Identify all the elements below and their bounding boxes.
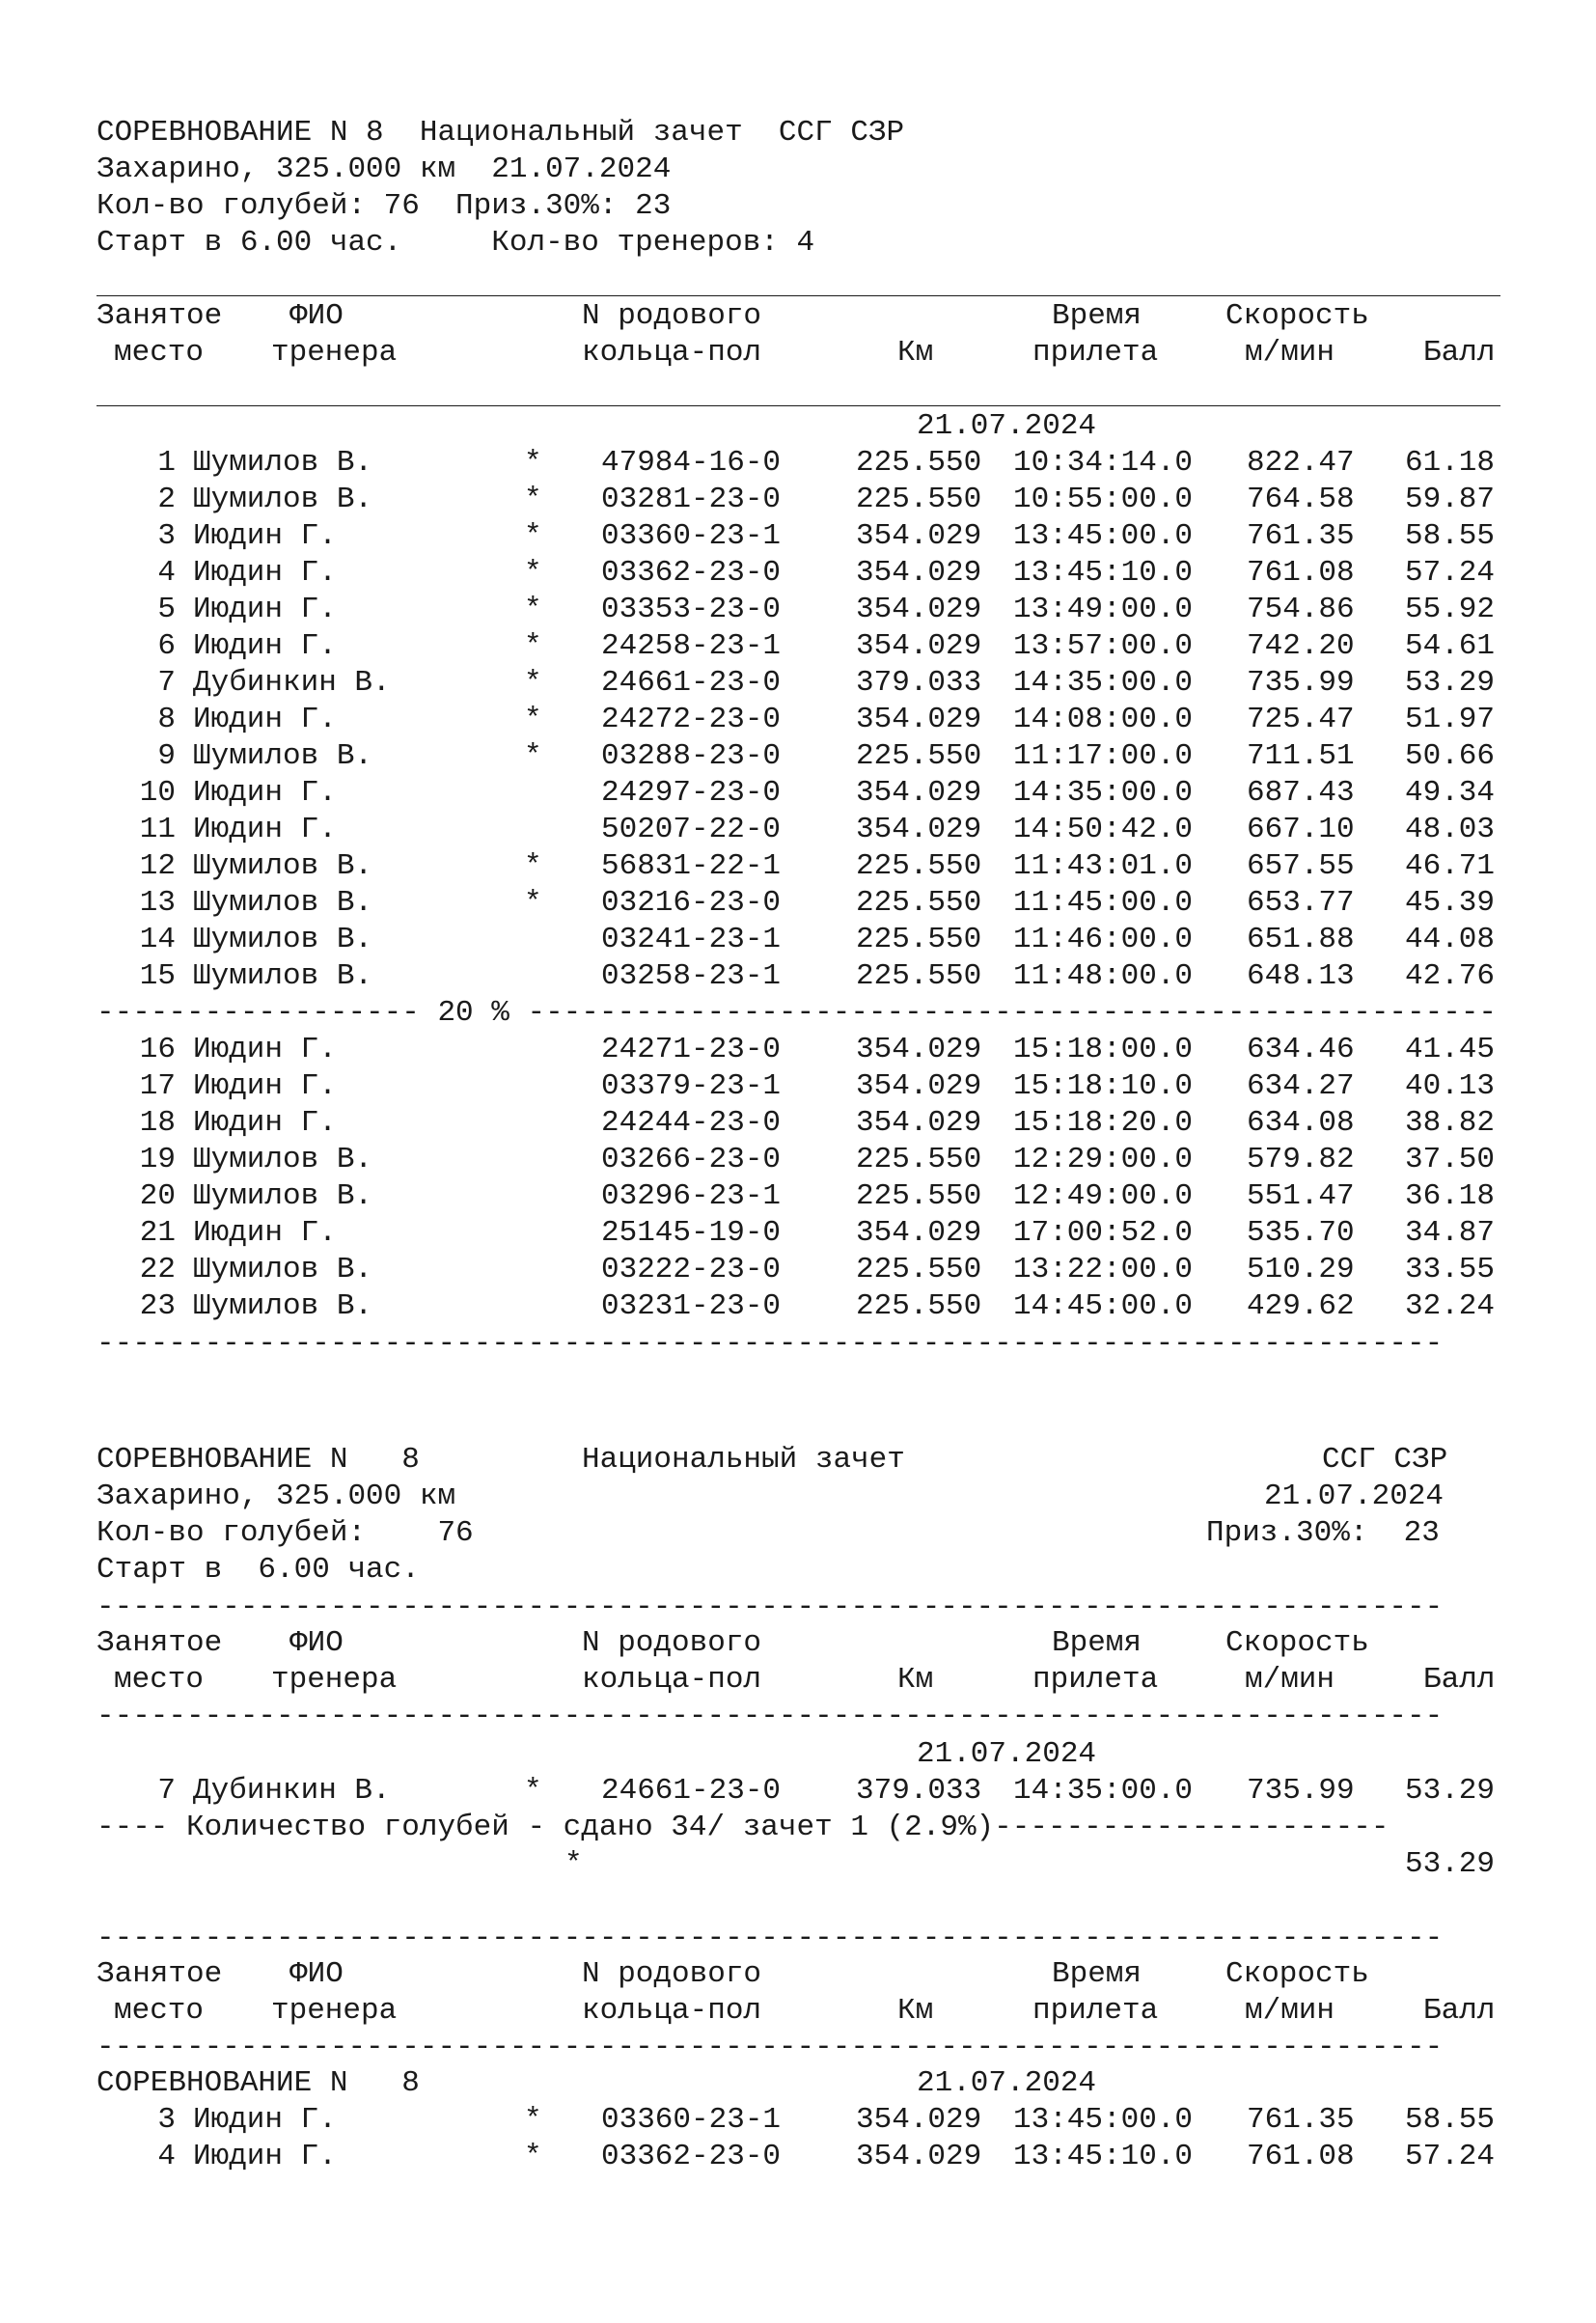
- cell-score: 59.87: [1405, 483, 1496, 516]
- cell-score: 44.08: [1405, 923, 1496, 956]
- report2-date: 21.07.2024: [1264, 1480, 1445, 1513]
- cell-time: 10:55:00.0: [1013, 483, 1194, 516]
- cell-km: 225.550: [856, 739, 982, 773]
- cell-name: Шумилов В.: [193, 1253, 373, 1286]
- cell-mark: *: [524, 2140, 542, 2173]
- cell-place: 11: [139, 813, 176, 846]
- cell-score: 53.29: [1405, 1774, 1496, 1808]
- cell-mark: *: [524, 629, 542, 663]
- cell-mark: *: [524, 519, 542, 553]
- cell-mark: *: [524, 886, 542, 920]
- cell-speed: 634.27: [1247, 1069, 1355, 1103]
- cell-speed: 648.13: [1247, 959, 1355, 993]
- cell-speed: 735.99: [1247, 666, 1355, 700]
- cell-name: Июдин Г.: [193, 519, 337, 553]
- cell-time: 15:18:10.0: [1013, 1069, 1194, 1103]
- table-row: [96, 482, 1505, 518]
- cell-speed: 535.70: [1247, 1216, 1355, 1250]
- cell-place: 6: [157, 629, 176, 663]
- report1-end-rule: ---------------------------------------------------------------------------: [96, 1327, 1444, 1361]
- cell-ring: 03296-23-1: [601, 1179, 782, 1213]
- cell-time: 13:57:00.0: [1013, 629, 1194, 663]
- cell-mark: *: [524, 483, 542, 516]
- cell-place: 18: [139, 1106, 176, 1140]
- cell-speed: 711.51: [1247, 739, 1355, 773]
- cell-name: Шумилов В.: [193, 959, 373, 993]
- col-ring-label-2: кольца-пол: [582, 1663, 762, 1697]
- cell-place: 4: [157, 2140, 176, 2173]
- cell-ring: 24661-23-0: [601, 1774, 782, 1808]
- col-ring-label: N родового: [582, 1626, 762, 1660]
- cell-ring: 03362-23-0: [601, 556, 782, 590]
- col-name-label-2: тренера: [271, 336, 398, 370]
- report3-dash-rule-2: ---------------------------------------------------------------------------: [96, 2031, 1444, 2064]
- col-name-label: ФИО: [289, 1626, 344, 1660]
- cell-name: Июдин Г.: [193, 813, 337, 846]
- cell-time: 11:46:00.0: [1013, 923, 1194, 956]
- cell-speed: 725.47: [1247, 703, 1355, 736]
- cell-ring: 03241-23-1: [601, 923, 782, 956]
- cell-km: 354.029: [856, 629, 982, 663]
- col-ring-label-2: кольца-пол: [582, 1994, 762, 2028]
- cell-ring: 24272-23-0: [601, 703, 782, 736]
- cell-ring: 03379-23-1: [601, 1069, 782, 1103]
- report3-title: СОРЕВНОВАНИЕ N 8: [96, 2066, 420, 2100]
- report2-location: Захарино, 325.000 км: [96, 1480, 456, 1513]
- col-place-label: Занятое: [96, 299, 223, 333]
- cell-mark: *: [524, 2103, 542, 2137]
- cell-ring: 24258-23-1: [601, 629, 782, 663]
- report1-columns-rule: [96, 405, 1500, 406]
- report2-dash-rule-2: ---------------------------------------------------------------------------: [96, 1700, 1444, 1733]
- report1-birds-count: Кол-во голубей: 76 Приз.30%: 23: [96, 189, 672, 223]
- cell-score: 34.87: [1405, 1216, 1496, 1250]
- cell-score: 58.55: [1405, 519, 1496, 553]
- cell-place: 23: [139, 1289, 176, 1323]
- report1-date-row: 21.07.2024: [917, 409, 1097, 443]
- cell-name: Дубинкин В.: [193, 666, 391, 700]
- cell-time: 13:45:00.0: [1013, 2103, 1194, 2137]
- table-row: [96, 1105, 1505, 1142]
- cell-km: 354.029: [856, 2140, 982, 2173]
- cell-km: 225.550: [856, 923, 982, 956]
- cell-km: 354.029: [856, 593, 982, 626]
- cell-name: Июдин Г.: [193, 2140, 337, 2173]
- cell-speed: 761.35: [1247, 519, 1355, 553]
- cell-place: 16: [139, 1033, 176, 1066]
- cell-name: Июдин Г.: [193, 776, 337, 810]
- col-place-label-2: место: [114, 336, 205, 370]
- cell-score: 38.82: [1405, 1106, 1496, 1140]
- cell-name: Шумилов В.: [193, 1143, 373, 1176]
- cell-km: 225.550: [856, 849, 982, 883]
- cell-mark: *: [524, 1774, 542, 1808]
- table-row: [96, 1215, 1505, 1252]
- cell-name: Шумилов В.: [193, 849, 373, 883]
- cell-mark: *: [524, 739, 542, 773]
- cell-km: 379.033: [856, 666, 982, 700]
- cell-place: 7: [157, 666, 176, 700]
- cell-ring: 03231-23-0: [601, 1289, 782, 1323]
- report3-dash-rule-1: ---------------------------------------------------------------------------: [96, 1922, 1444, 1955]
- report2-start: Старт в 6.00 час.: [96, 1553, 420, 1587]
- cell-place: 14: [139, 923, 176, 956]
- cell-place: 20: [139, 1179, 176, 1213]
- cell-km: 354.029: [856, 1216, 982, 1250]
- table-row: [96, 738, 1505, 775]
- col-speed-label: Скорость: [1225, 1957, 1369, 1991]
- table-row: [96, 2139, 1505, 2175]
- cell-place: 2: [157, 483, 176, 516]
- col-place-label: Занятое: [96, 1957, 223, 1991]
- cell-ring: 56831-22-1: [601, 849, 782, 883]
- col-score-label: Балл: [1423, 1663, 1496, 1697]
- col-time-label-2: прилета: [1032, 336, 1159, 370]
- cell-time: 14:45:00.0: [1013, 1289, 1194, 1323]
- cell-score: 37.50: [1405, 1143, 1496, 1176]
- cell-score: 48.03: [1405, 813, 1496, 846]
- cell-mark: *: [524, 593, 542, 626]
- table-row: [96, 592, 1505, 628]
- cell-time: 14:35:00.0: [1013, 1774, 1194, 1808]
- cell-speed: 653.77: [1247, 886, 1355, 920]
- cell-place: 9: [157, 739, 176, 773]
- cell-name: Шумилов В.: [193, 1289, 373, 1323]
- cell-ring: 03360-23-1: [601, 519, 782, 553]
- report2-location-row: [96, 1479, 1505, 1515]
- cell-km: 354.029: [856, 519, 982, 553]
- cell-speed: 651.88: [1247, 923, 1355, 956]
- cell-score: 33.55: [1405, 1253, 1496, 1286]
- table-row: [96, 1288, 1505, 1325]
- table-row: [96, 1142, 1505, 1178]
- cell-speed: 657.55: [1247, 849, 1355, 883]
- cell-score: 32.24: [1405, 1289, 1496, 1323]
- cell-speed: 761.08: [1247, 556, 1355, 590]
- cell-speed: 667.10: [1247, 813, 1355, 846]
- cell-time: 13:45:10.0: [1013, 2140, 1194, 2173]
- cell-place: 1: [157, 446, 176, 480]
- cell-speed: 510.29: [1247, 1253, 1355, 1286]
- col-speed-label-2: м/мин: [1245, 1994, 1335, 2028]
- cell-name: Июдин Г.: [193, 556, 337, 590]
- cell-place: 7: [157, 1774, 176, 1808]
- cell-time: 12:49:00.0: [1013, 1179, 1194, 1213]
- cell-speed: 764.58: [1247, 483, 1355, 516]
- cell-score: 57.24: [1405, 2140, 1496, 2173]
- cell-km: 354.029: [856, 1106, 982, 1140]
- cell-place: 10: [139, 776, 176, 810]
- col-speed-label-2: м/мин: [1245, 336, 1335, 370]
- cell-place: 17: [139, 1069, 176, 1103]
- table-row: [96, 775, 1505, 812]
- col-place-label-2: место: [114, 1663, 205, 1697]
- cell-km: 354.029: [856, 2103, 982, 2137]
- col-name-label-2: тренера: [271, 1994, 398, 2028]
- cell-score: 58.55: [1405, 2103, 1496, 2137]
- cell-name: Шумилов В.: [193, 886, 373, 920]
- table-row: [96, 1068, 1505, 1105]
- cell-name: Июдин Г.: [193, 1069, 337, 1103]
- cell-km: 225.550: [856, 1179, 982, 1213]
- col-km-label: Км: [897, 336, 934, 370]
- table-row: [96, 1032, 1505, 1068]
- cell-speed: 761.35: [1247, 2103, 1355, 2137]
- cell-km: 379.033: [856, 1774, 982, 1808]
- col-time-label: Время: [1052, 1626, 1142, 1660]
- cell-speed: 634.08: [1247, 1106, 1355, 1140]
- report1-column-header-2: [96, 335, 1505, 372]
- cell-time: 15:18:00.0: [1013, 1033, 1194, 1066]
- table-row: [96, 922, 1505, 958]
- cell-score: 54.61: [1405, 629, 1496, 663]
- report2-prize: Приз.30%: 23: [1206, 1516, 1440, 1550]
- table-row: [96, 1178, 1505, 1215]
- report2-summary-total-row: [96, 1846, 1505, 1883]
- col-time-label: Время: [1052, 299, 1142, 333]
- cell-place: 3: [157, 519, 176, 553]
- table-row: [96, 2102, 1505, 2139]
- cell-place: 4: [157, 556, 176, 590]
- col-ring-label: N родового: [582, 299, 762, 333]
- cell-ring: 24244-23-0: [601, 1106, 782, 1140]
- report1-location: Захарино, 325.000 км 21.07.2024: [96, 152, 672, 186]
- cell-speed: 822.47: [1247, 446, 1355, 480]
- report2-summary-total: 53.29: [1405, 1847, 1496, 1881]
- cell-km: 225.550: [856, 483, 982, 516]
- cell-ring: 47984-16-0: [601, 446, 782, 480]
- col-speed-label: Скорость: [1225, 1626, 1369, 1660]
- report2-summary-mark: *: [564, 1847, 583, 1881]
- cell-time: 11:48:00.0: [1013, 959, 1194, 993]
- col-score-label: Балл: [1423, 1994, 1496, 2028]
- cell-km: 225.550: [856, 1253, 982, 1286]
- table-row: [96, 702, 1505, 738]
- cell-time: 14:35:00.0: [1013, 666, 1194, 700]
- cell-place: 5: [157, 593, 176, 626]
- cell-name: Июдин Г.: [193, 703, 337, 736]
- cell-time: 11:17:00.0: [1013, 739, 1194, 773]
- cell-name: Дубинкин В.: [193, 1774, 391, 1808]
- col-name-label-2: тренера: [271, 1663, 398, 1697]
- cell-km: 354.029: [856, 813, 982, 846]
- cell-score: 45.39: [1405, 886, 1496, 920]
- report1-start-time: Старт в 6.00 час. Кол-во тренеров: 4: [96, 226, 815, 260]
- cell-mark: *: [524, 556, 542, 590]
- table-row: [96, 518, 1505, 555]
- cell-name: Шумилов В.: [193, 1179, 373, 1213]
- cell-name: Шумилов В.: [193, 739, 373, 773]
- cell-km: 225.550: [856, 1143, 982, 1176]
- cell-score: 57.24: [1405, 556, 1496, 590]
- cell-place: 22: [139, 1253, 176, 1286]
- cell-place: 12: [139, 849, 176, 883]
- cell-time: 12:29:00.0: [1013, 1143, 1194, 1176]
- col-time-label-2: прилета: [1032, 1994, 1159, 2028]
- report3-title-row: [96, 2065, 1505, 2102]
- cell-km: 225.550: [856, 959, 982, 993]
- report1-title: СОРЕВНОВАНИЕ N 8 Национальный зачет ССГ СЗР: [96, 116, 905, 150]
- table-row: [96, 665, 1505, 702]
- cell-ring: 03353-23-0: [601, 593, 782, 626]
- report2-category: Национальный зачет: [582, 1443, 905, 1477]
- cell-speed: 551.47: [1247, 1179, 1355, 1213]
- table-row: [96, 885, 1505, 922]
- cell-km: 225.550: [856, 1289, 982, 1323]
- cell-time: 15:18:20.0: [1013, 1106, 1194, 1140]
- cell-score: 42.76: [1405, 959, 1496, 993]
- col-name-label: ФИО: [289, 1957, 344, 1991]
- report2-column-header-2: [96, 1662, 1505, 1699]
- cell-ring: 25145-19-0: [601, 1216, 782, 1250]
- report2-summary: ---- Количество голубей - сдано 34/ зачет 1 (2.9%)----------------------: [96, 1811, 1390, 1844]
- cell-time: 11:43:01.0: [1013, 849, 1194, 883]
- cell-ring: 03216-23-0: [601, 886, 782, 920]
- report3-column-header-2: [96, 1993, 1505, 2030]
- cell-mark: *: [524, 849, 542, 883]
- cell-mark: *: [524, 446, 542, 480]
- cell-time: 13:45:00.0: [1013, 519, 1194, 553]
- cell-speed: 579.82: [1247, 1143, 1355, 1176]
- cell-ring: 03360-23-1: [601, 2103, 782, 2137]
- table-row: [96, 1252, 1505, 1288]
- report2-title: СОРЕВНОВАНИЕ N 8: [96, 1443, 420, 1477]
- cell-km: 354.029: [856, 1069, 982, 1103]
- cell-km: 225.550: [856, 446, 982, 480]
- cell-ring: 03362-23-0: [601, 2140, 782, 2173]
- cell-ring: 03266-23-0: [601, 1143, 782, 1176]
- cell-km: 354.029: [856, 1033, 982, 1066]
- cell-ring: 24271-23-0: [601, 1033, 782, 1066]
- cell-score: 61.18: [1405, 446, 1496, 480]
- cell-time: 13:22:00.0: [1013, 1253, 1194, 1286]
- report1-header-rule: [96, 295, 1500, 296]
- cell-score: 36.18: [1405, 1179, 1496, 1213]
- cell-score: 40.13: [1405, 1069, 1496, 1103]
- cell-speed: 735.99: [1247, 1774, 1355, 1808]
- cell-mark: *: [524, 666, 542, 700]
- cell-speed: 634.46: [1247, 1033, 1355, 1066]
- cell-ring: 03288-23-0: [601, 739, 782, 773]
- cell-score: 51.97: [1405, 703, 1496, 736]
- cell-km: 354.029: [856, 703, 982, 736]
- cell-name: Июдин Г.: [193, 2103, 337, 2137]
- table-row: [96, 555, 1505, 592]
- cell-time: 14:35:00.0: [1013, 776, 1194, 810]
- cell-name: Шумилов В.: [193, 446, 373, 480]
- col-speed-label: Скорость: [1225, 299, 1369, 333]
- cell-score: 49.34: [1405, 776, 1496, 810]
- cell-score: 55.92: [1405, 593, 1496, 626]
- report2-date-row: 21.07.2024: [917, 1737, 1097, 1771]
- cell-speed: 761.08: [1247, 2140, 1355, 2173]
- cell-speed: 742.20: [1247, 629, 1355, 663]
- report2-birds: Кол-во голубей: 76: [96, 1516, 474, 1550]
- cell-speed: 687.43: [1247, 776, 1355, 810]
- cell-ring: 03222-23-0: [601, 1253, 782, 1286]
- cell-score: 50.66: [1405, 739, 1496, 773]
- cell-place: 8: [157, 703, 176, 736]
- table-row: [96, 628, 1505, 665]
- report3-column-header-1: [96, 1956, 1505, 1993]
- table-row: [96, 812, 1505, 848]
- report2-org: ССГ СЗР: [1322, 1443, 1448, 1477]
- cell-place: 19: [139, 1143, 176, 1176]
- table-row: [96, 848, 1505, 885]
- report2-column-header-1: [96, 1625, 1505, 1662]
- col-score-label: Балл: [1423, 336, 1496, 370]
- cell-name: Шумилов В.: [193, 923, 373, 956]
- cell-ring: 24297-23-0: [601, 776, 782, 810]
- cell-ring: 03281-23-0: [601, 483, 782, 516]
- cell-score: 41.45: [1405, 1033, 1496, 1066]
- cell-name: Шумилов В.: [193, 483, 373, 516]
- cell-name: Июдин Г.: [193, 1106, 337, 1140]
- col-ring-label: N родового: [582, 1957, 762, 1991]
- cell-name: Июдин Г.: [193, 593, 337, 626]
- cell-place: 13: [139, 886, 176, 920]
- report3-date-row: 21.07.2024: [917, 2066, 1097, 2100]
- cell-ring: 24661-23-0: [601, 666, 782, 700]
- col-km-label: Км: [897, 1663, 934, 1697]
- cell-km: 354.029: [856, 776, 982, 810]
- cell-time: 11:45:00.0: [1013, 886, 1194, 920]
- col-km-label: Км: [897, 1994, 934, 2028]
- cell-place: 3: [157, 2103, 176, 2137]
- cell-score: 46.71: [1405, 849, 1496, 883]
- report1-column-header-1: [96, 298, 1505, 335]
- report1-20-percent-separator: ------------------ 20 % ------------------------------------------------------: [96, 996, 1498, 1030]
- table-row: [96, 445, 1505, 482]
- table-row: [96, 958, 1505, 995]
- cell-time: 17:00:52.0: [1013, 1216, 1194, 1250]
- cell-place: 21: [139, 1216, 176, 1250]
- cell-speed: 429.62: [1247, 1289, 1355, 1323]
- col-ring-label-2: кольца-пол: [582, 336, 762, 370]
- cell-time: 13:45:10.0: [1013, 556, 1194, 590]
- cell-time: 14:50:42.0: [1013, 813, 1194, 846]
- cell-name: Июдин Г.: [193, 1216, 337, 1250]
- cell-ring: 03258-23-1: [601, 959, 782, 993]
- report2-birds-row: [96, 1515, 1505, 1552]
- col-speed-label-2: м/мин: [1245, 1663, 1335, 1697]
- report2-dash-rule-1: ---------------------------------------------------------------------------: [96, 1590, 1444, 1624]
- report2-title-row: [96, 1442, 1505, 1479]
- cell-time: 13:49:00.0: [1013, 593, 1194, 626]
- cell-name: Июдин Г.: [193, 629, 337, 663]
- col-time-label-2: прилета: [1032, 1663, 1159, 1697]
- col-time-label: Время: [1052, 1957, 1142, 1991]
- table-row: [96, 1773, 1505, 1810]
- cell-score: 53.29: [1405, 666, 1496, 700]
- cell-ring: 50207-22-0: [601, 813, 782, 846]
- cell-place: 15: [139, 959, 176, 993]
- col-name-label: ФИО: [289, 299, 344, 333]
- col-place-label: Занятое: [96, 1626, 223, 1660]
- cell-km: 354.029: [856, 556, 982, 590]
- cell-mark: *: [524, 703, 542, 736]
- cell-time: 10:34:14.0: [1013, 446, 1194, 480]
- cell-speed: 754.86: [1247, 593, 1355, 626]
- cell-name: Июдин Г.: [193, 1033, 337, 1066]
- cell-time: 14:08:00.0: [1013, 703, 1194, 736]
- col-place-label-2: место: [114, 1994, 205, 2028]
- cell-km: 225.550: [856, 886, 982, 920]
